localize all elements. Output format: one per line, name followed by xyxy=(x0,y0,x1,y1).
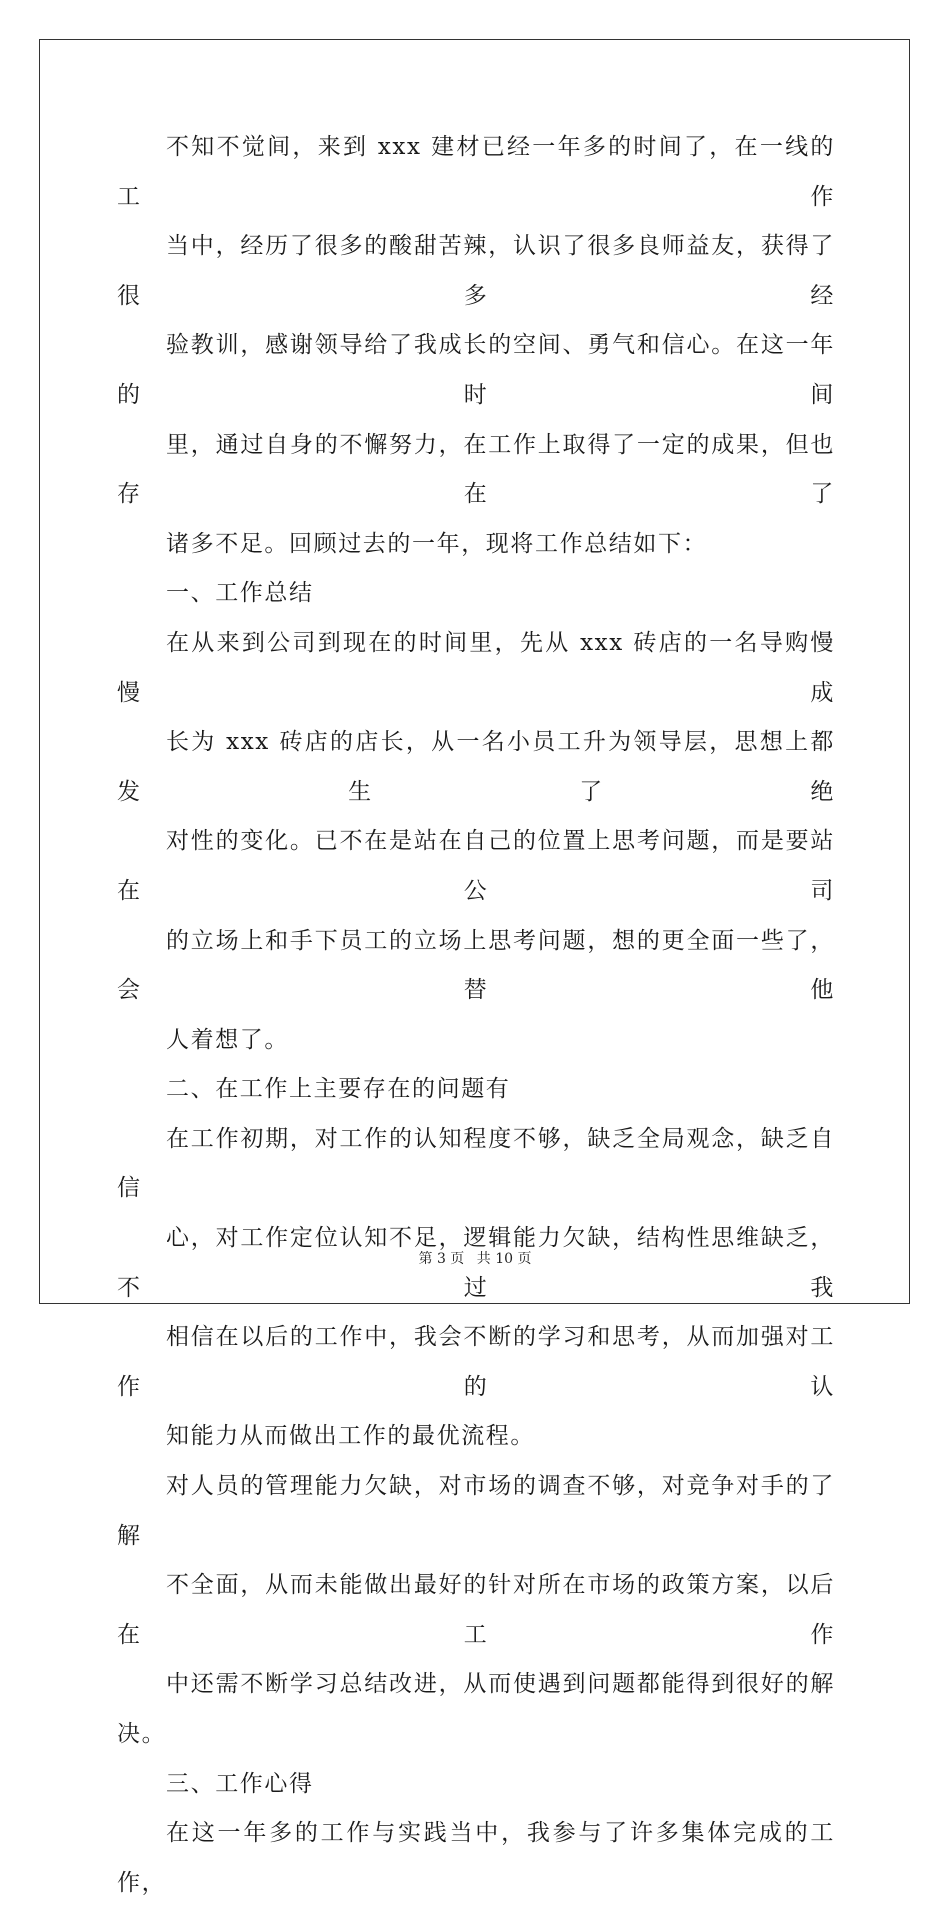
page-total: 共 10 页 xyxy=(476,1251,532,1267)
page-footer xyxy=(0,1248,950,1268)
section-heading: 三、工作心得 xyxy=(166,1770,314,1797)
text-line: 在从来到公司到现在的时间里，先从 xxx 砖店的一名导购慢慢成 xyxy=(117,629,835,706)
section-heading: 二、在工作上主要存在的问题有 xyxy=(166,1076,511,1103)
text-line: 人着想了。 xyxy=(166,1026,289,1053)
text-line: 不全面，从而未能做出最好的针对所在市场的政策方案，以后在工作 xyxy=(117,1572,835,1648)
text-line: 心，对工作定位认知不足，逻辑能力欠缺，结构性思维缺乏，不过我 xyxy=(117,1225,835,1301)
text-line: 知能力从而做出工作的最优流程。 xyxy=(166,1423,535,1450)
text-line: 长为 xxx 砖店的店长，从一名小员工升为领导层，思想上都发生了绝 xyxy=(117,729,835,805)
text-line: 相信在以后的工作中，我会不断的学习和思考，从而加强对工作的认 xyxy=(117,1324,835,1400)
text-line: 在工作初期，对工作的认知程度不够，缺乏全局观念，缺乏自信 xyxy=(117,1125,835,1202)
body-paragraph xyxy=(117,123,835,569)
text-line: 的立场上和手下员工的立场上思考问题，想的更全面一些了，会替他 xyxy=(117,927,835,1004)
text-line: 当中，经历了很多的酸甜苦辣，认识了很多良师益友，获得了很多经 xyxy=(117,233,835,309)
body-paragraph xyxy=(117,1115,835,1462)
text-line: 对性的变化。已不在是站在自己的位置上思考问题，而是要站在公司 xyxy=(117,828,835,904)
section-heading: 一、工作总结 xyxy=(166,580,314,607)
body-paragraph xyxy=(117,1462,835,1760)
body-paragraph xyxy=(117,1809,835,1908)
text-line: 对人员的管理能力欠缺，对市场的调查不够，对竞争对手的了解 xyxy=(117,1473,835,1549)
text-line: 诸多不足。回顾过去的一年，现将工作总结如下： xyxy=(166,530,708,557)
body-paragraph xyxy=(117,619,835,1065)
text-line: 里，通过自身的不懈努力，在工作上取得了一定的成果，但也存在了 xyxy=(117,431,835,508)
text-line: 中还需不断学习总结改进，从而使遇到问题都能得到很好的解决。 xyxy=(117,1671,835,1747)
text-line: 不知不觉间，来到 xxx 建材已经一年多的时间了，在一线的工作 xyxy=(117,134,835,210)
document-body xyxy=(117,123,835,1908)
text-line: 验教训，感谢领导给了我成长的空间、勇气和信心。在这一年的时间 xyxy=(117,332,835,408)
page-number: 第 3 页 xyxy=(418,1251,465,1267)
text-line: 在这一年多的工作与实践当中，我参与了许多集体完成的工作， xyxy=(117,1820,835,1896)
